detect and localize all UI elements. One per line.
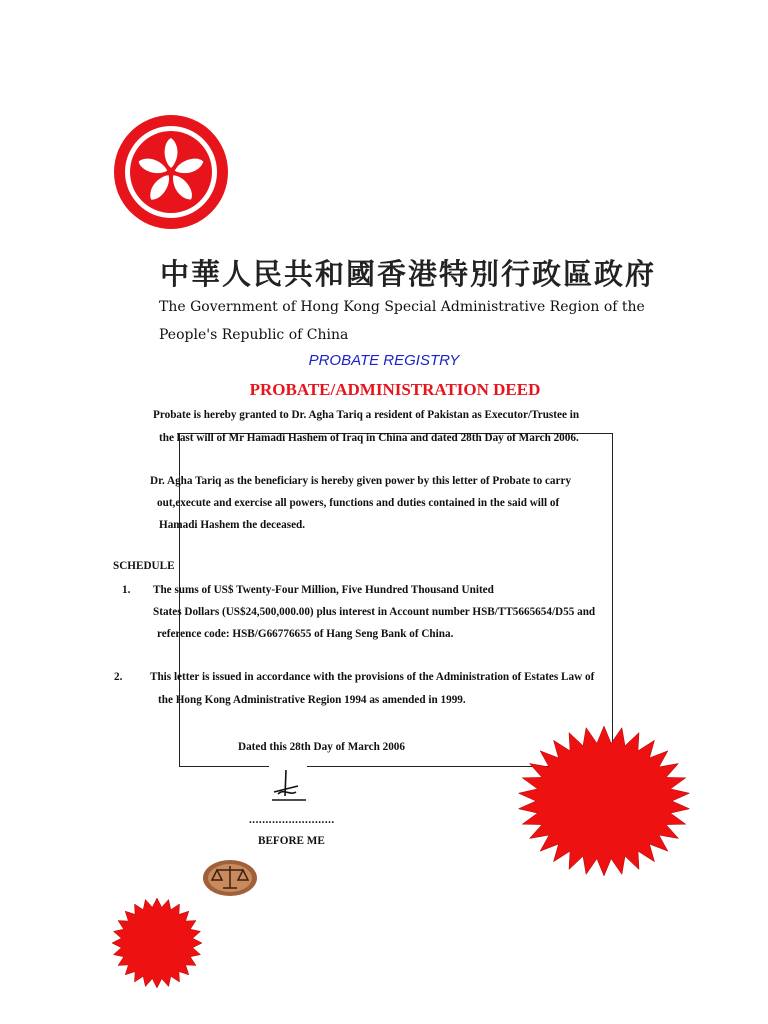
government-title-line-2: People's Republic of China bbox=[159, 327, 349, 343]
probate-registry-heading: PROBATE REGISTRY bbox=[308, 352, 460, 369]
paragraph-1-line-1: Probate is hereby granted to Dr. Agha Tariq a resident of Pakistan as Executor/Trustee in bbox=[153, 409, 580, 421]
deed-title: PROBATE/ADMINISTRATION DEED bbox=[249, 380, 541, 399]
signature-dots: .......................... bbox=[249, 814, 335, 826]
paragraph-2-line-2: out,execute and exercise all powers, functions and duties contained in the said will of bbox=[157, 497, 560, 509]
paragraph-2-line-3: Hamadi Hashem the deceased. bbox=[159, 519, 306, 531]
small-red-starburst-seal bbox=[111, 897, 203, 989]
paragraph-2-line-1: Dr. Agha Tariq as the beneficiary is hereby given power by this letter of Probate to carry bbox=[150, 475, 572, 487]
hong-kong-emblem-seal bbox=[112, 113, 230, 231]
item-2-line-2: the Hong Kong Administrative Region 1994 as amended in 1999. bbox=[158, 694, 466, 706]
item-1-number: 1. bbox=[122, 584, 131, 596]
chinese-government-title: 中華人民共和國香港特別行政區政府 bbox=[160, 257, 657, 291]
item-2-line-1: This letter is issued in accordance with the provisions of the Administration of Estates Law of bbox=[150, 671, 595, 683]
item-1-line-3: reference code: HSB/G66776655 of Hang Seng Bank of China. bbox=[157, 628, 454, 640]
signature-mark bbox=[268, 766, 310, 806]
scales-of-justice-badge bbox=[201, 858, 259, 898]
red-starburst-seal bbox=[517, 725, 691, 877]
before-me-label: BEFORE ME bbox=[258, 835, 325, 847]
paragraph-1-line-2: the last will of Mr Hamadi Hashem of Iraq in China and dated 28th Day of March 2006. bbox=[159, 432, 579, 444]
item-2-number: 2. bbox=[114, 671, 123, 683]
item-1-line-2: States Dollars (US$24,500,000.00) plus interest in Account number HSB/TT5665654/D55 and bbox=[153, 606, 596, 618]
frame-bottom-left bbox=[179, 766, 269, 767]
schedule-heading: SCHEDULE bbox=[113, 560, 175, 572]
item-1-line-1: The sums of US$ Twenty-Four Million, Five Hundred Thousand United bbox=[153, 584, 494, 596]
dated-line: Dated this 28th Day of March 2006 bbox=[238, 741, 405, 753]
government-title-line-1: The Government of Hong Kong Special Administrative Region of the bbox=[159, 299, 645, 315]
